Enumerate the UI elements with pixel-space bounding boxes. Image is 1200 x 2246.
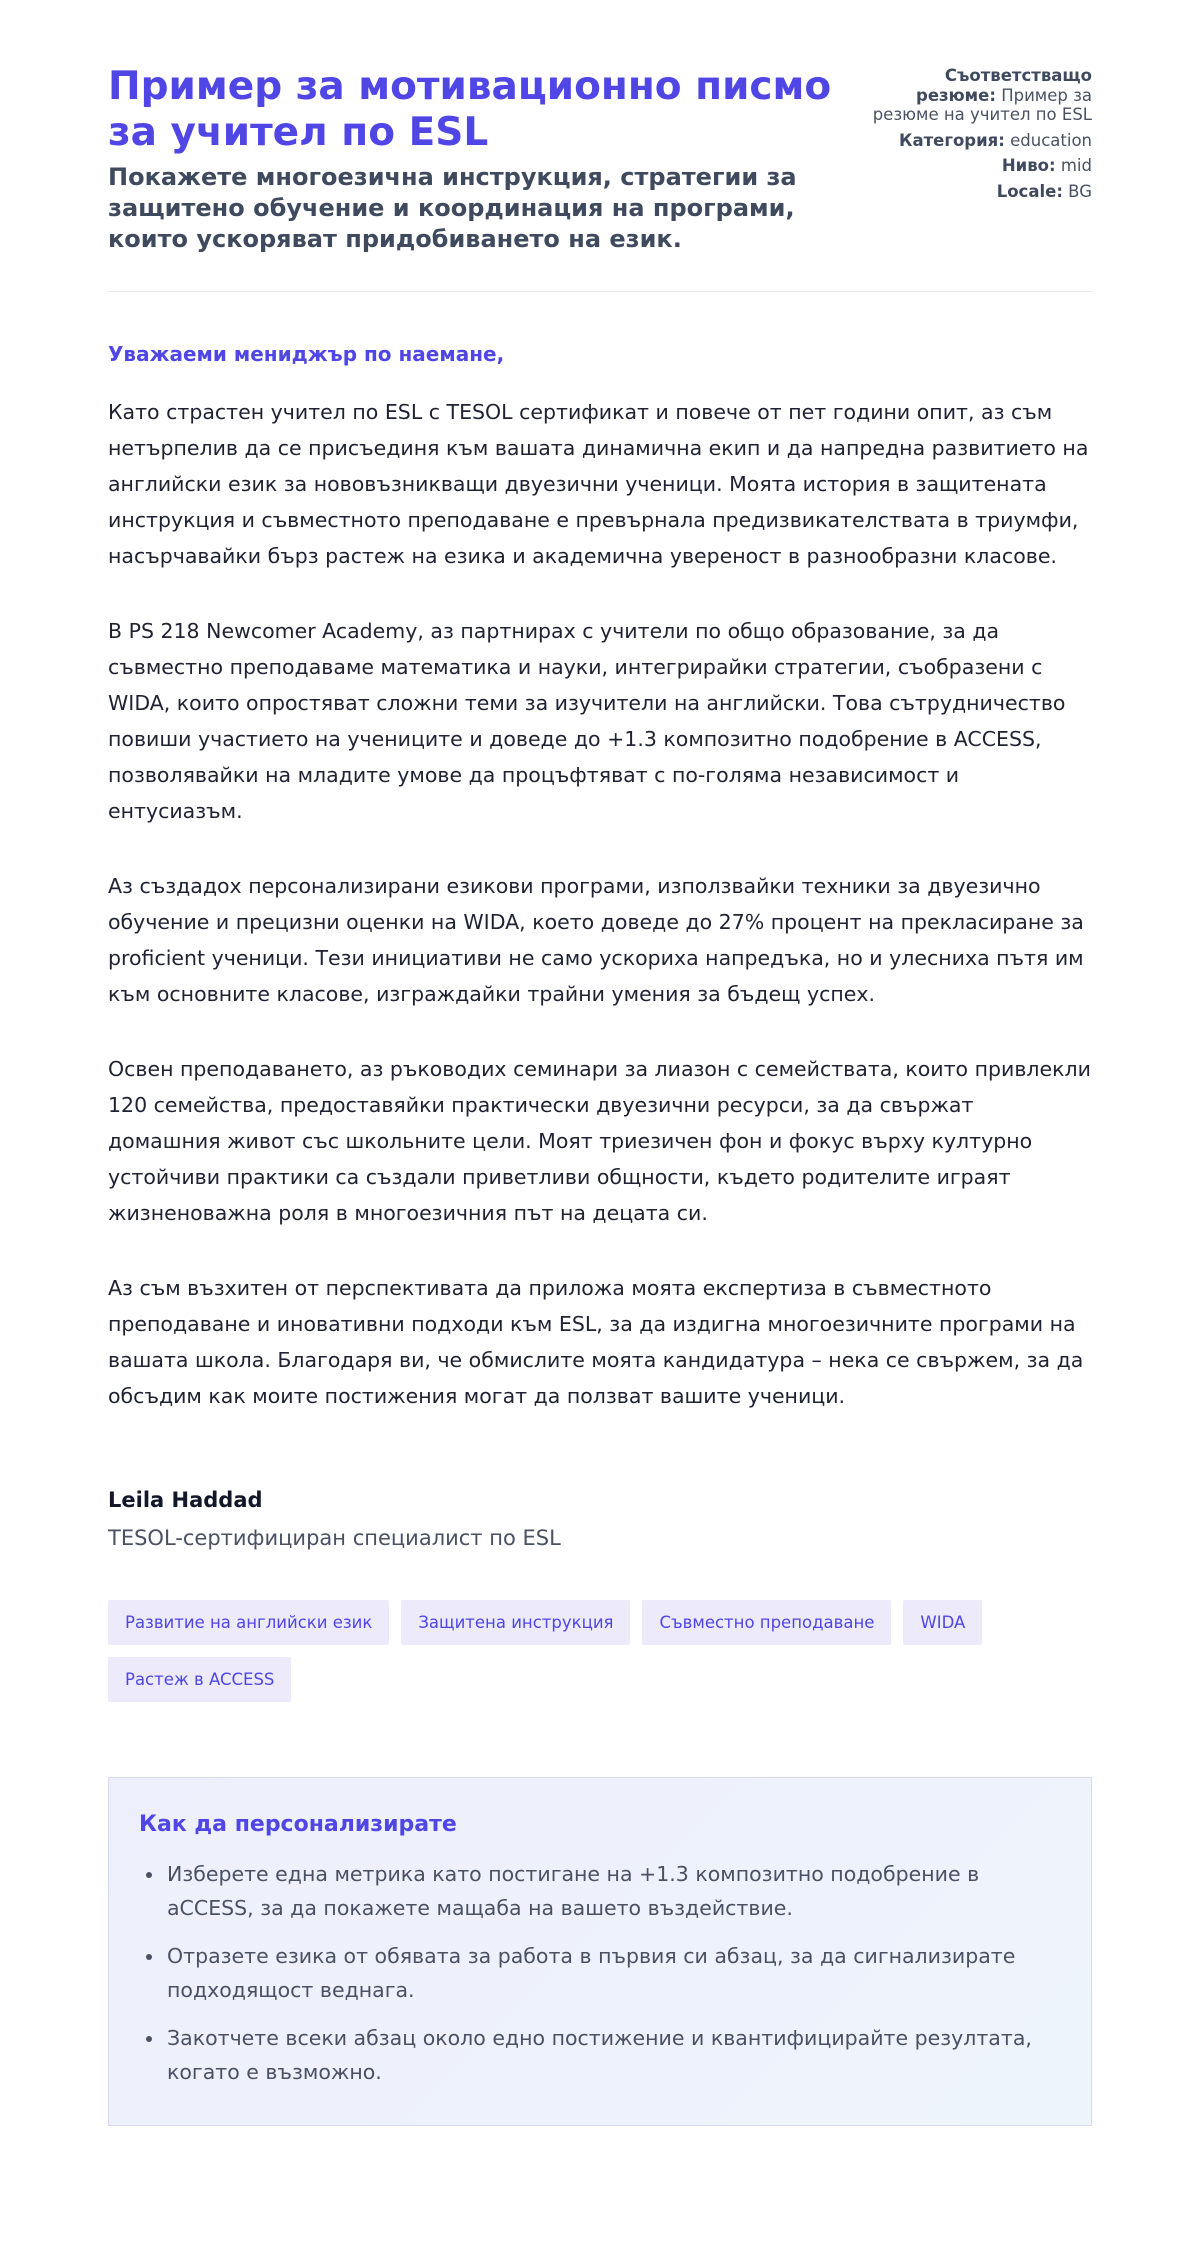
- meta-locale-value: BG: [1068, 181, 1092, 201]
- tip-item: • Отразете езика от обявата за работа в първия си абзац, за да сигнализирате подходящост веднага.: [165, 1939, 1061, 2007]
- tag-sheltered-instruction[interactable]: Защитена инструкция: [401, 1600, 630, 1645]
- page-subtitle: Покажете многоезична инструкция, стратегии за защитено обучение и координация на програми, които ускоряват придобиването на език.: [108, 163, 797, 253]
- tag-co-teaching[interactable]: Съвместно преподаване: [642, 1600, 891, 1645]
- letter-body: [108, 342, 1092, 1550]
- letter-paragraph-5: Аз съм възхитен от перспективата да приложа моята експертиза в съвместното преподаване и иновативни подходи към ESL, за да издигна многоезичните програми на вашата школа. Благодаря ви, че обмислите моята кандидатура – нека се свържем, за да обсъдим как моите постижения могат да ползват вашите ученици.: [108, 1276, 1084, 1408]
- signature-name: Leila Haddad: [108, 1488, 263, 1512]
- tag-list: [108, 1600, 1092, 1702]
- salutation: Уважаеми мениджър по наемане,: [108, 342, 505, 366]
- meta-resume-label: Съответстващо резюме:: [916, 66, 1092, 105]
- meta-resume-value[interactable]: Пример за резюме на учител по ESL: [872, 85, 1092, 124]
- letter-paragraph-1: Като страстен учител по ESL с TESOL сертификат и повече от пет години опит, аз съм нетърпелив да се присъединя към вашата динамична екип и да напредна развитието на английски език за нововъзникващи двуезични ученици. Моята история в защитената инструкция и съвместното преподаване е превърнала предизвикателствата в триумфи, насърчавайки бърз растеж на езика и академична увереност в разнообразни класове.: [108, 400, 1089, 568]
- page-header: [108, 64, 1092, 292]
- tag-access-growth[interactable]: Растеж в ACCESS: [108, 1657, 291, 1702]
- meta-category-label: Категория:: [898, 130, 1005, 150]
- letter-paragraph-2: В PS 218 Newcomer Academy, аз партнирах с учители по общо образование, за да съвместно преподаваме математика и науки, интегрирайки стратегии, съобразени с WIDA, които опростяват сложни теми за изучители на английски. Това сътрудничество повиши участието на учениците и доведе до +1.3 композитно подобрение в ACCESS, позволявайки на младите умове да процъфтяват с по-голяма независимост и ентусиазъм.: [108, 619, 1066, 823]
- meta-resume: [863, 66, 1092, 125]
- meta-level: [863, 156, 1092, 176]
- signature-title: TESOL-сертифициран специалист по ESL: [108, 1526, 561, 1550]
- meta-category: [863, 131, 1092, 151]
- meta-panel: [863, 64, 1092, 207]
- meta-category-value: education: [1010, 130, 1092, 150]
- meta-level-label: Ниво:: [1001, 156, 1056, 175]
- customization-tips: [108, 1777, 1092, 2126]
- tips-list: [139, 1857, 1061, 2089]
- tip-item: • Закотчете всеки абзац около едно постижение и квантифицирайте резултата, когато е възможно.: [165, 2021, 1061, 2089]
- tag-english-development[interactable]: Развитие на английски език: [108, 1600, 389, 1645]
- tip-item: • Изберете една метрика като постигане на +1.3 композитно подобрение в aCCESS, за да покажете мащаба на вашето въздействие.: [165, 1857, 1061, 1925]
- meta-locale: [863, 182, 1092, 202]
- tips-title: Как да персонализирате: [139, 1812, 457, 1837]
- header-titles: [108, 64, 863, 255]
- letter-paragraph-3: Аз създадох персонализирани езикови програми, използвайки техники за двуезично обучение и прецизни оценки на WIDA, което доведе до 27% процент на прекласиране за proficient ученици. Тези инициативи не само ускориха напредъка, но и улесниха пътя им към основните класове, изграждайки трайни умения за бъдещ успех.: [108, 874, 1084, 1006]
- meta-level-value: mid: [1060, 156, 1092, 175]
- letter-paragraph-4: Освен преподаването, аз ръководих семинари за лиазон с семействата, които привлекли 120 семейства, предоставяйки практически двуезични ресурси, за да свържат домашния живот със школьните цели. Моят триезичен фон и фокус върху културно устойчиви практики са създали приветливи общности, където родителите играят жизненоважна роля в многоезичния път на децата си.: [108, 1057, 1091, 1225]
- page-title: Пример за мотивационно писмо за учител по ESL: [108, 64, 832, 155]
- tag-wida[interactable]: WIDA: [903, 1600, 982, 1645]
- meta-locale-label: Locale:: [996, 181, 1063, 201]
